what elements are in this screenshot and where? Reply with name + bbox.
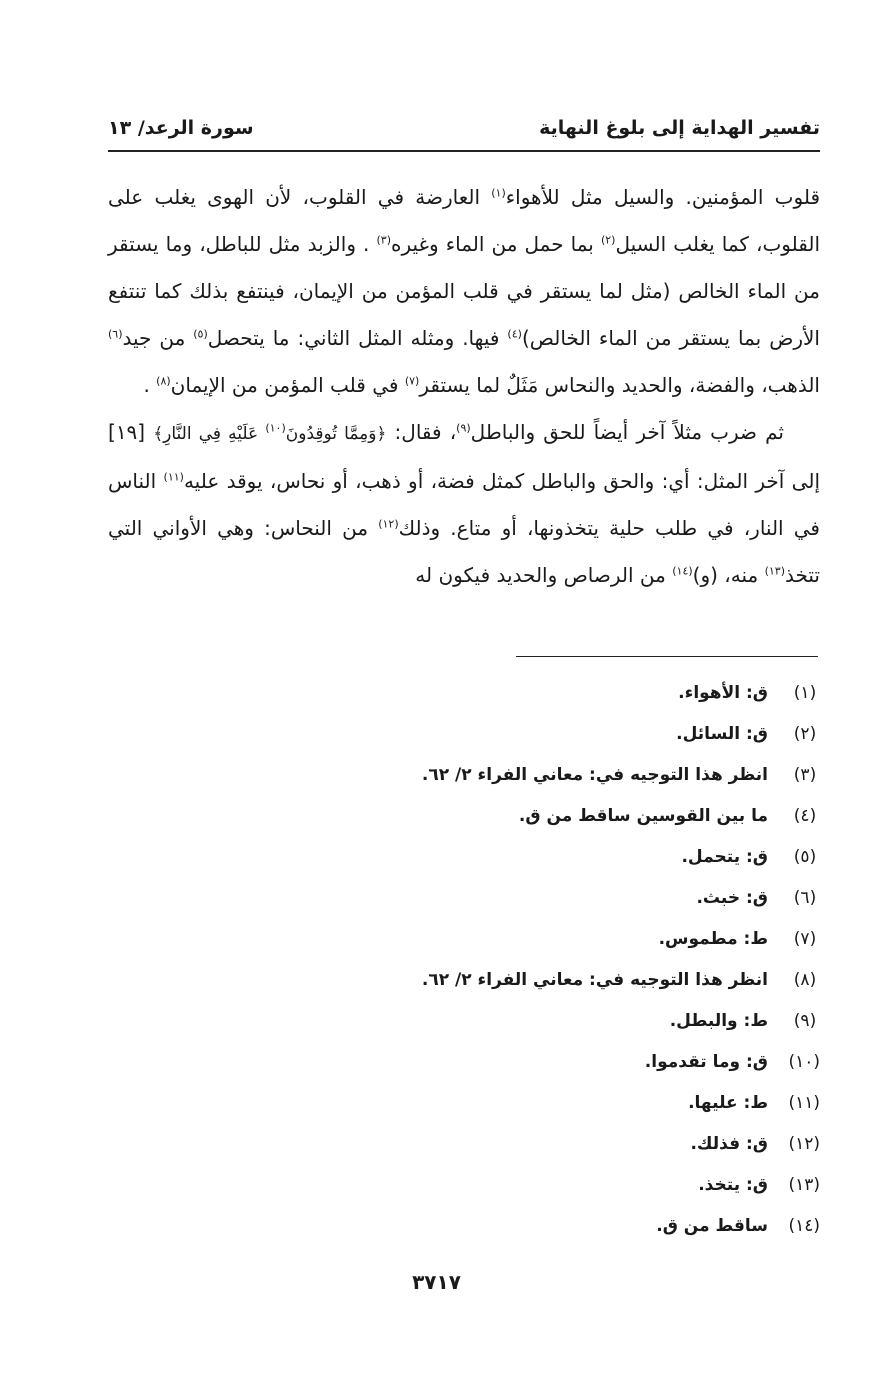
footnote-7 [108,922,820,963]
footnote-3 [108,758,820,799]
footnote-12 [108,1127,820,1168]
footnote-text: ق: الأهواء. [678,683,768,703]
text-run: من جيد [122,326,194,350]
text-run: من النحاس: وهي الأواني التي تتخذ [108,516,820,587]
footnote-number: (١) [793,683,817,703]
text-run: العارضة في القلوب، لأن الهوى يغلب على القلوب، كما يغلب السيل [108,185,820,256]
footnote-ref-6[interactable]: (٦) [108,327,123,341]
footnote-number: (٧) [793,929,817,949]
footnote-6 [108,881,820,922]
quran-quote: عَلَيْهِ فِي النَّارِ﴾ [153,424,266,444]
footnote-number: (١١) [788,1093,820,1113]
book-title: تفسير الهداية إلى بلوغ النهاية [539,117,820,139]
footnote-text: انظر هذا التوجيه في: معاني الفراء ٢/ ٦٢. [421,765,768,785]
text-run: [١٩] إلى آخر المثل: أي: والحق والباطل كمثل فضة، أو ذهب، أو نحاس، يوقد عليه [108,420,820,493]
footnote-ref-14[interactable]: (١٤) [672,564,693,578]
footnote-1 [108,676,820,717]
footnote-8 [108,963,820,1004]
header-divider [108,150,820,152]
footnote-divider [516,656,818,657]
quran-quote: ﴿وَمِمَّا تُوقِدُونَ [285,424,387,444]
footnote-number: (١٢) [788,1134,820,1154]
footnote-ref-3[interactable]: (٣) [376,233,391,247]
footnote-ref-8[interactable]: (٨) [156,374,171,388]
footnote-number: (٤) [793,806,817,826]
footnote-number: (٥) [793,847,817,867]
footnote-text: ق: فذلك. [690,1134,768,1154]
text-run: . والزبد مثل للباطل، وما يستقر من الماء الخالص (مثل لما يستقر في قلب المؤمن من الإيمان، فينتفع بذلك كما تنتفع الأرض بما يستقر من الماء الخالص) [108,232,820,350]
footnote-14 [108,1209,820,1250]
footnote-2 [108,717,820,758]
footnote-ref-11[interactable]: (١١) [163,470,184,484]
footnote-ref-12[interactable]: (١٢) [378,517,399,531]
paragraph-1 [108,174,820,409]
footnote-ref-2[interactable]: (٢) [600,233,616,247]
footnote-4 [108,799,820,840]
footnote-10 [108,1045,820,1086]
footnote-text: ط: عليها. [688,1093,768,1113]
main-text [108,174,820,599]
footnote-number: (٢) [793,724,817,744]
running-header [108,112,820,148]
footnote-text: ط: مطموس. [658,929,768,949]
footnote-number: (١٠) [788,1052,820,1072]
footnote-text: ق: يتخذ. [698,1175,768,1195]
footnote-ref-7[interactable]: (٧) [404,374,420,388]
footnote-ref-9[interactable]: (٩) [456,421,471,435]
page-number: ٣٧١٧ [412,1270,461,1294]
text-run: من الرصاص والحديد فيكون له [415,563,673,587]
footnote-text: ق: وما تقدموا. [644,1052,768,1072]
text-run: بما حمل من الماء وغيره [391,232,601,256]
footnote-number: (١٣) [788,1175,820,1195]
footnote-number: (٣) [793,765,817,785]
footnote-text: ق: خبث. [696,888,768,908]
footnote-number: (٩) [793,1011,817,1031]
text-run: منه، (و) [692,563,765,587]
footnote-ref-5[interactable]: (٥) [193,327,208,341]
footnote-text: ما بين القوسين ساقط من ق. [518,806,768,826]
footnote-text: ق: يتحمل. [681,847,768,867]
footnotes-list [108,676,820,1250]
footnote-text: انظر هذا التوجيه في: معاني الفراء ٢/ ٦٢. [421,970,768,990]
footnote-13 [108,1168,820,1209]
text-run: فيها. ومثله المثل الثاني: ما يتحصل [207,326,508,350]
footnote-ref-4[interactable]: (٤) [507,327,522,341]
footnote-text: ساقط من ق. [656,1216,768,1236]
footnote-number: (٨) [793,970,817,990]
text-run: . [143,373,157,397]
text-run: ثم ضرب مثلاً آخر أيضاً للحق والباطل [470,420,784,444]
footnote-ref-1[interactable]: (١) [491,186,506,200]
footnote-text: ط: والبطل. [669,1011,768,1031]
paragraph-2 [108,409,820,599]
footnote-9 [108,1004,820,1045]
footnote-ref-10[interactable]: (١٠) [265,421,286,435]
footnote-text: ق: السائل. [676,724,768,744]
footnote-number: (٦) [793,888,817,908]
text-run: الناس في النار، في طلب حلية يتخذونها، أو متاع. وذلك [108,469,820,540]
footnote-11 [108,1086,820,1127]
text-run: الذهب، والفضة، والحديد والنحاس مَثَلٌ لما يستقر [419,373,820,397]
text-run: قلوب المؤمنين. والسيل مثل للأهواء [505,185,821,209]
footnote-5 [108,840,820,881]
footnote-number: (١٤) [788,1216,820,1236]
text-run: في قلب المؤمن من الإيمان [170,373,405,397]
footnote-ref-13[interactable]: (١٣) [764,564,785,578]
surah-reference: سورة الرعد/ ١٣ [108,117,254,139]
text-run: ، فقال: [386,420,457,444]
